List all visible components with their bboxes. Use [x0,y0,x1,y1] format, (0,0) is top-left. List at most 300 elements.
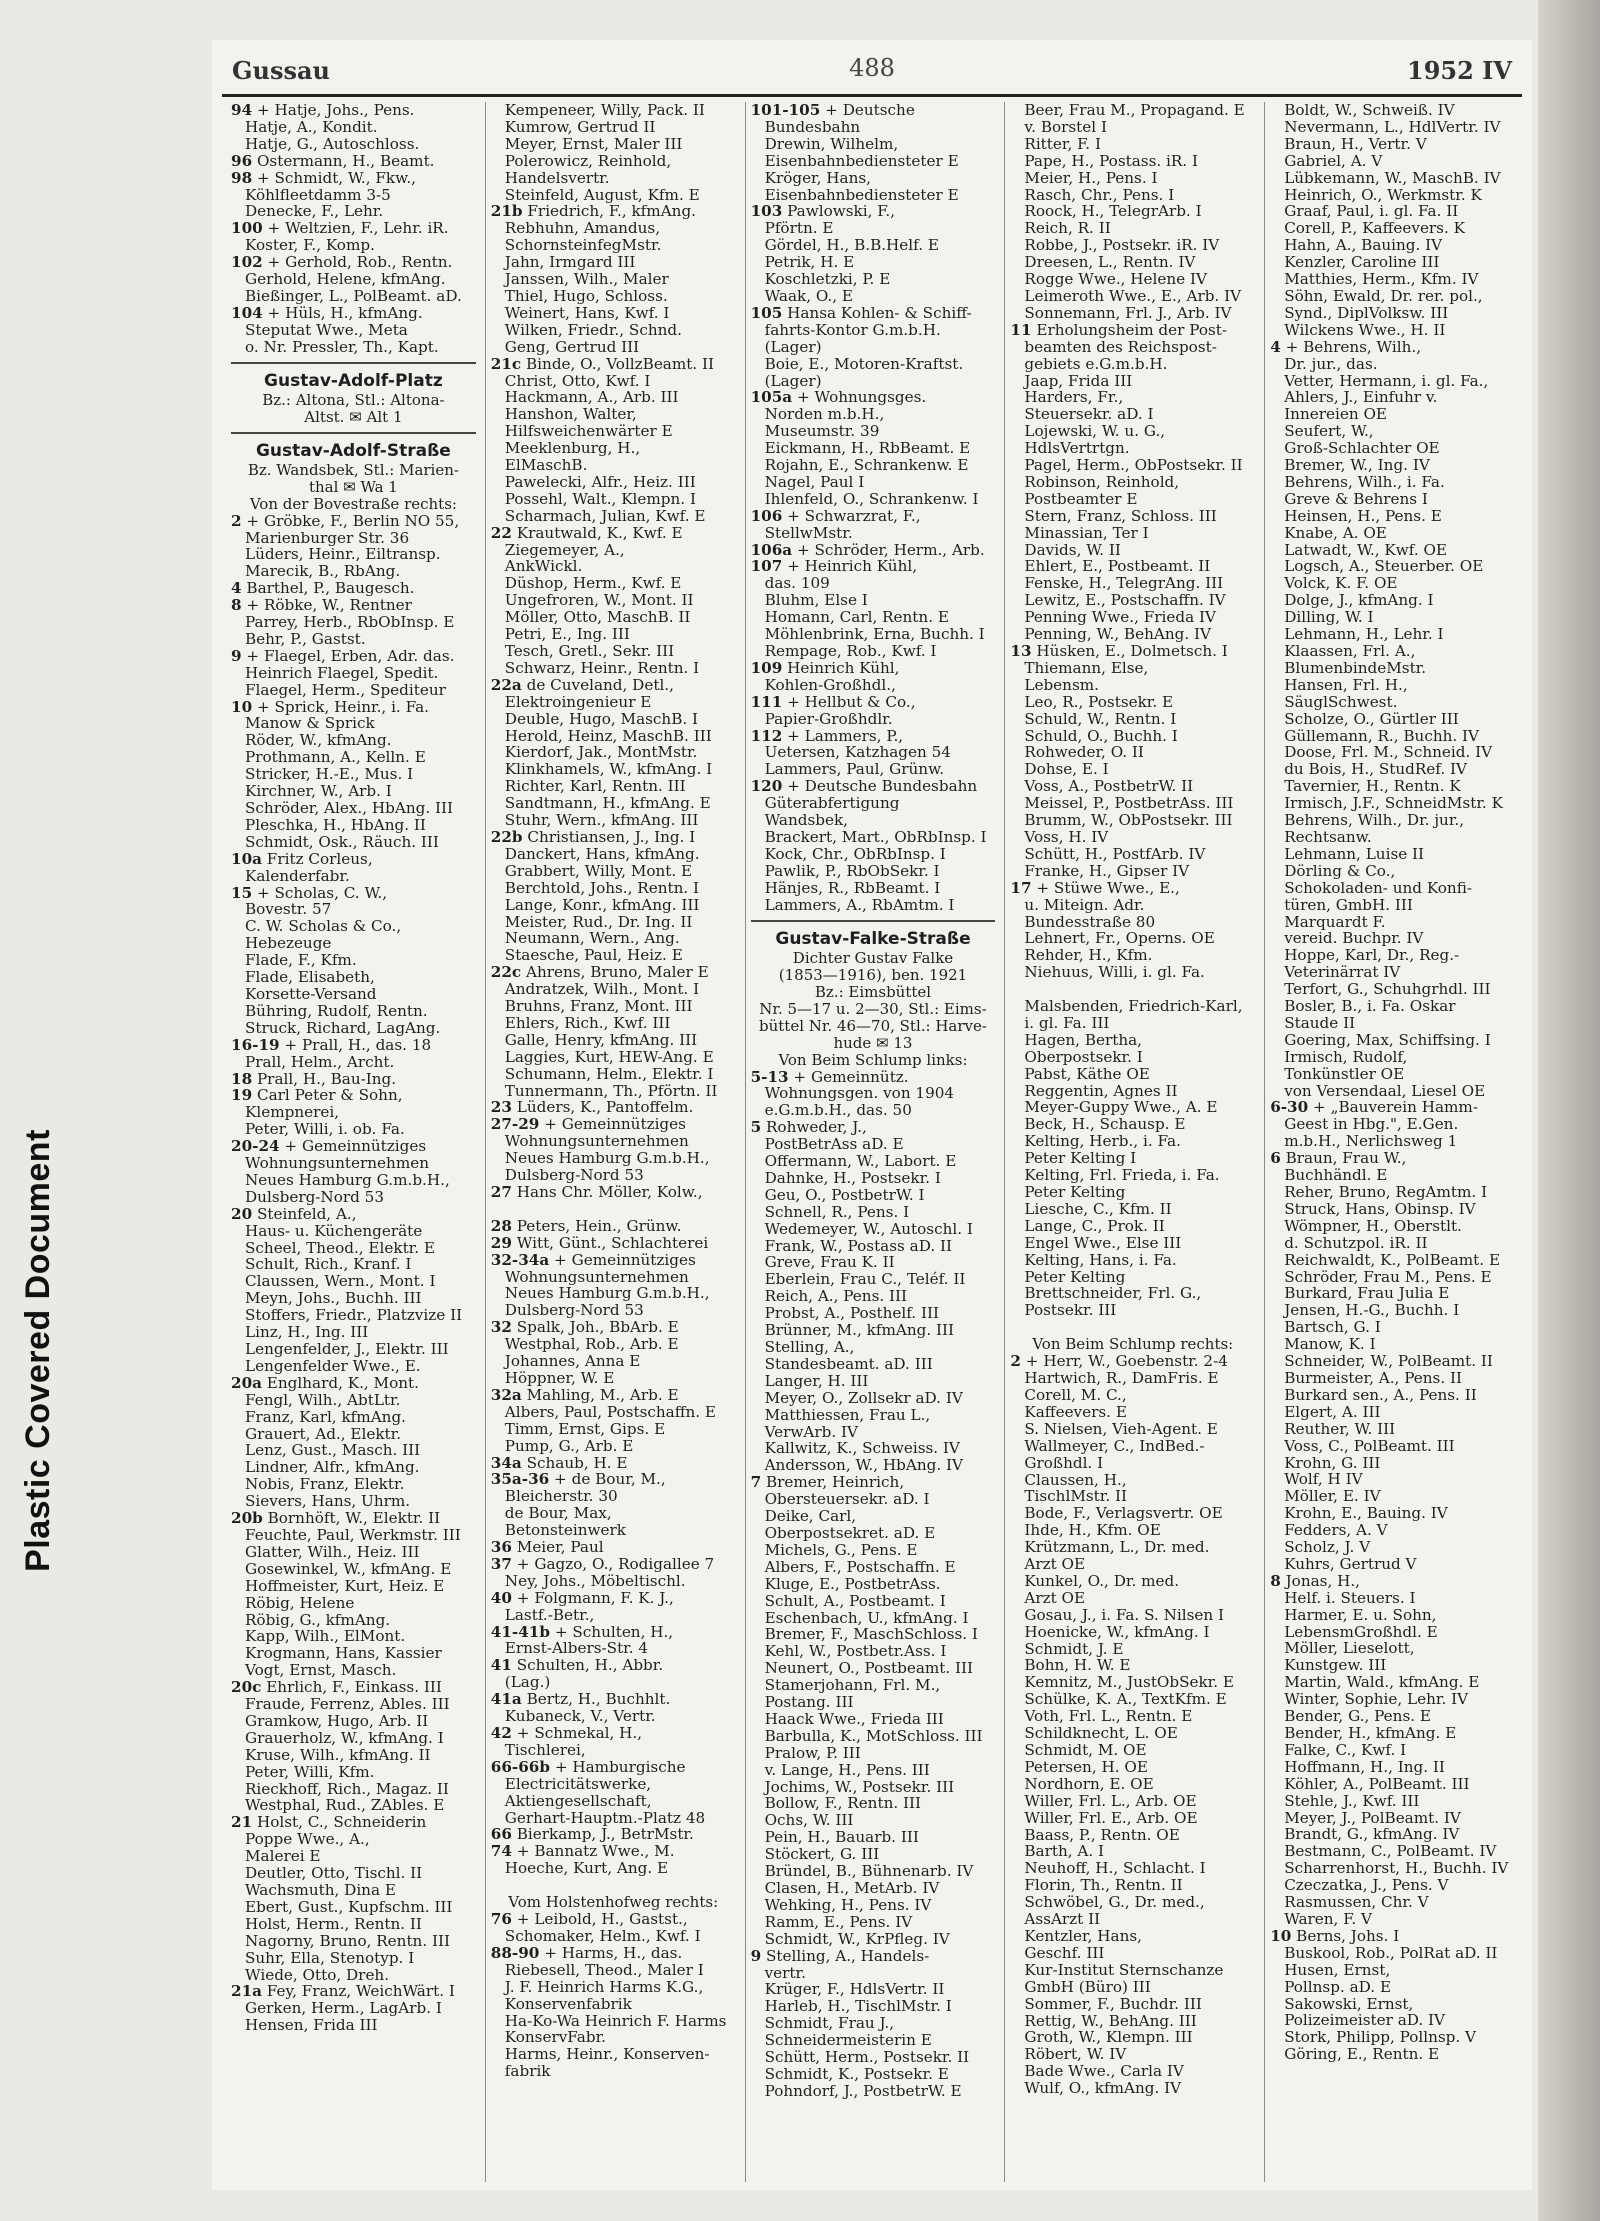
house-entry: 17 + Stüwe Wwe., E., [1010,879,1180,897]
resident-entry: Grauerholz, W., kfmAng. I [245,1729,444,1747]
resident-entry: Krützmann, L., Dr. med. [1024,1539,1210,1557]
house-entry: 20c Ehrlich, F., Einkass. III [231,1679,442,1697]
resident-entry: Holst, Herm., Rentn. II [245,1915,422,1933]
resident-entry: Schmidt, K., Postsekr. E [764,2065,949,2083]
house-entry: 8 Jonas, H., [1270,1572,1361,1590]
resident-entry: Graaf, Paul, i. gl. Fa. II [1284,203,1459,221]
resident-entry: Suhr, Ella, Stenotyp. I [245,1949,415,1967]
resident-entry: Hartwich, R., DamFris. E [1024,1370,1219,1387]
resident-entry: Nagorny, Bruno, Rentn. III [245,1932,450,1950]
resident-entry: Reggentin, Agnes II [1024,1082,1178,1100]
house-entry: 88-90 + Harms, H., das. [490,1944,683,1962]
house-entry: 10 Berns, Johs. I [1270,1927,1400,1945]
resident-entry: Kelting, Herb., i. Fa. [1024,1133,1181,1151]
resident-entry: KonservFabr. [504,2029,606,2047]
house-entry: 35a-36 + de Bour, M., [490,1471,666,1489]
resident-entry: Claussen, H., [1024,1471,1127,1489]
resident-entry: Voss, H. IV [1024,828,1109,846]
house-entry: 9 Stelling, A., Handels- [750,1947,930,1965]
resident-entry: Reich, R. II [1024,220,1111,238]
resident-entry: Barth, A. I [1024,1843,1105,1861]
house-number: 2 [1010,1353,1021,1371]
resident-entry: Elgert, A. III [1284,1403,1381,1421]
resident-entry: Nevermann, L., HdlVertr. IV [1284,118,1501,136]
house-number: 10a [231,850,262,868]
house-number: 17 [1010,879,1032,897]
resident-entry: Schmidt, Frau J., [764,2015,895,2033]
house-number: 27 [490,1184,512,1201]
house-entry: 104 + Hüls, H., kfmAng. [231,304,423,322]
resident-entry: Husen, Ernst, [1284,1961,1391,1979]
resident-entry: SchornsteinfegMstr. [504,237,662,255]
resident-entry: Falke, C., Kwf. I [1284,1741,1407,1759]
house-number: 111 [750,693,783,711]
resident-entry: Ochs, W. III [764,1812,854,1830]
resident-entry: Struck, Richard, LagAng. [245,1019,441,1037]
resident-entry: Bühring, Rudolf, Rentn. [245,1002,428,1020]
street-info: hude ✉ 13 [833,1033,913,1052]
house-entry: 22b Christiansen, J., Ing. I [490,828,696,846]
resident-entry: Franke, H., Gipser IV [1024,862,1190,880]
house-entry: 41 Schulten, H., Abbr. [490,1657,664,1675]
resident-entry: Schwarz, Heinr., Rentn. I [504,659,700,677]
resident-entry: Kohlen-Großhdl., [764,676,896,694]
resident-entry: Stork, Philipp, Pollnsp. V [1284,2029,1477,2047]
resident-entry: Schomaker, Helm., Kwf. I [504,1927,701,1945]
house-entry: 19 Carl Peter & Sohn, [231,1087,403,1105]
resident-entry: Pohndorf, J., PostbetrW. E [764,2082,962,2100]
resident-entry: Schult, Rich., Kranf. I [245,1256,412,1274]
resident-entry: Electricitätswerke, [504,1775,652,1793]
resident-entry: Kapp, Wilh., ElMont. [245,1628,406,1646]
resident-entry: Sievers, Hans, Uhrm. [245,1493,411,1511]
house-entry: 22a de Cuveland, Detl., [490,676,674,694]
house-number: 9 [231,647,242,665]
resident-entry: Klempnerei, [245,1104,340,1122]
house-entry: 42 + Schmekal, H., [490,1725,643,1742]
resident-entry: Bleicherstr. 30 [504,1488,618,1506]
house-number: 22c [490,964,522,982]
house-number: 8 [1270,1572,1281,1590]
resident-entry: Fengl, Wilh., AbtLtr. [245,1391,401,1409]
house-entry: 5 Rohweder, J., [750,1119,867,1137]
resident-entry: Neunert, O., Postbeamt. III [764,1660,974,1678]
resident-entry: vertr. [764,1964,806,1982]
resident-entry: Dolge, J., kfmAng. I [1284,592,1434,610]
resident-entry: Gabriel, A. V [1284,152,1383,170]
resident-entry: Manow & Sprick [245,715,375,733]
resident-entry: de Bour, Max, [504,1505,612,1523]
resident-entry: Peter, Willi, Kfm. [245,1763,375,1781]
resident-entry: Johannes, Anna E [504,1353,641,1370]
resident-entry: Klinkhamels, W., kfmAng. I [504,761,713,779]
resident-entry: Janssen, Wilh., Maler [504,271,669,288]
resident-entry: Willer, Frl. L., Arb. OE [1024,1792,1197,1810]
resident-entry: Knabe, A. OE [1284,524,1387,542]
resident-entry: Neues Hamburg G.m.b.H., [504,1285,710,1303]
house-number: 105 [750,304,783,322]
resident-entry: Postang. III [764,1694,854,1711]
resident-entry: Pförtn. E [764,220,834,238]
resident-entry: Scholze, O., Gürtler III [1284,710,1459,728]
resident-entry: Dulsberg-Nord 53 [245,1188,385,1206]
house-entry: 66-66b + Hamburgische [490,1758,686,1776]
resident-entry: Möller, E. IV [1284,1488,1381,1506]
resident-entry: Korsette-Versand [245,985,377,1003]
resident-entry: Riebesell, Theod., Maler I [504,1961,704,1979]
house-number: 22b [490,828,523,846]
house-entry [491,1201,736,1218]
house-entry: 20a Englhard, K., Mont. [231,1374,419,1392]
resident-entry: Dohse, E. I [1024,761,1109,779]
resident-entry: Flaegel, Herm., Spediteur [245,681,446,699]
house-number: 74 [490,1843,512,1861]
resident-entry: Corell, P., Kaffeevers. K [1284,220,1465,238]
resident-entry: Flade, F., Kfm. [245,952,357,970]
resident-entry: Wiede, Otto, Dreh. [245,1966,390,1984]
house-entry: 22 Krautwald, K., Kwf. E [490,524,683,542]
resident-entry: Pawelecki, Alfr., Heiz. III [504,473,696,491]
house-entry: 94 + Hatje, Johs., Pens. [231,102,415,119]
resident-entry: Kempeneer, Willy, Pack. II [504,102,705,119]
resident-entry: Sonnemann, Frl. J., Arb. IV [1024,304,1232,322]
resident-entry: Leimeroth Wwe., E., Arb. IV [1024,287,1242,305]
resident-entry: Bode, F., Verlagsvertr. OE [1024,1505,1223,1523]
resident-entry: Röbig, Helene [245,1594,355,1612]
resident-entry: Marquardt F. [1284,913,1386,931]
resident-entry: Langer, H. III [764,1372,869,1390]
resident-entry: Prall, Helm., Archt. [245,1053,395,1071]
resident-entry: Hoeche, Kurt, Ang. E [504,1860,669,1878]
resident-entry: Matthies, Herm., Kfm. IV [1284,271,1479,288]
resident-entry: Bade Wwe., Carla IV [1024,2063,1184,2081]
house-number: 106 [750,507,783,525]
resident-entry: C. W. Scholas & Co., [245,918,402,936]
resident-entry: Kubaneck, V., Vertr. [504,1708,656,1725]
resident-entry: Schröder, Frau M., Pens. E [1284,1268,1492,1286]
house-number: 36 [490,1539,512,1556]
resident-entry: Schütt, Herm., Postsekr. II [764,2049,970,2066]
resident-entry: Thiemann, Else, [1024,659,1149,677]
house-entry: 21c Binde, O., VollzBeamt. II [490,355,715,373]
resident-entry: Meister, Rud., Dr. Ing. II [504,913,693,931]
resident-entry: Lammers, A., RbAmtm. I [764,896,955,914]
street-info: thal ✉ Wa 1 [308,477,398,496]
resident-entry: Deutler, Otto, Tischl. II [245,1865,423,1882]
resident-entry: Göring, E., Rentn. E [1284,2046,1440,2064]
house-number: 7 [750,1474,762,1492]
house-number: 6 [1270,1150,1281,1168]
resident-entry: Doose, Frl. M., Schneid. IV [1284,744,1493,762]
house-number: 4 [231,580,242,598]
resident-entry: beamten des Reichspost- [1024,338,1217,356]
resident-entry: Robbe, J., Postsekr. iR. IV [1024,237,1220,255]
street-heading: Gustav-Falke-Straße [751,920,996,950]
resident-entry: Wandsbek, [764,812,848,829]
resident-entry: Robinson, Reinhold, [1024,473,1180,491]
house-number: 41 [490,1657,512,1675]
resident-entry: Ihde, H., Kfm. OE [1024,1522,1161,1540]
house-number: 21b [490,203,523,221]
resident-entry: Hensen, Frida III [245,2017,378,2035]
house-number: 21a [231,1983,262,2001]
resident-entry: Rempage, Rob., Kwf. I [764,643,937,660]
resident-entry: Poppe Wwe., A., [245,1831,370,1849]
resident-entry: Stern, Franz, Schloss. III [1024,507,1217,525]
resident-entry: Boldt, W., Schweiß. IV [1284,102,1455,119]
resident-entry: Grabbert, Willy, Mont. E [504,862,693,880]
resident-entry: Steputat Wwe., Meta [245,321,408,339]
resident-entry: Herold, Heinz, MaschB. III [504,727,712,745]
house-entry: 103 Pawlowski, F., [750,203,896,221]
house-number: 8 [231,597,242,615]
resident-entry: Kunkel, O., Dr. med. [1024,1572,1180,1590]
resident-entry: Petri, E., Ing. III [504,626,630,643]
street-info: Von der Bovestraße rechts: [249,494,457,513]
resident-entry: Rasmussen, Chr. V [1284,1894,1429,1911]
directory-page [212,40,1532,2190]
resident-entry: Latwadt, W., Kwf. OE [1284,541,1448,559]
house-entry: 32a Mahling, M., Arb. E [490,1386,679,1404]
house-number: 102 [231,254,263,272]
house-number: 20b [231,1510,263,1527]
street-heading: Gustav-Adolf-Straße [231,432,476,462]
house-number: 11 [1010,321,1032,339]
house-number: 32a [490,1386,522,1404]
house-number: 94 [231,102,253,119]
house-number: 105a [750,389,793,407]
house-number: 16-19 [231,1036,280,1054]
resident-entry: Hilfsweichenwärter E [504,423,673,441]
resident-entry: Tesch, Gretl., Sekr. III [504,643,675,660]
house-number: 88-90 [490,1944,540,1962]
resident-entry: Manow, K. I [1284,1336,1376,1354]
resident-entry: Greve & Behrens I [1284,490,1428,508]
resident-entry: Bundesbahn [764,118,861,136]
resident-entry: Behrens, Wilh., Dr. jur., [1284,812,1465,829]
resident-entry: Kierdorf, Jak., MontMstr. [504,744,698,762]
resident-entry: Groß-Schlachter OE [1284,440,1440,458]
resident-entry: Penning Wwe., Frieda IV [1024,609,1216,627]
resident-entry: Brackert, Mart., ObRbInsp. I [764,828,987,846]
house-number: 32 [490,1319,512,1337]
resident-entry: Bohn, H. W. E [1024,1657,1131,1675]
resident-entry: Prothmann, A., Kelln. E [245,749,426,767]
resident-entry: Kelting, Frl. Frieda, i. Fa. [1024,1167,1220,1184]
resident-entry: Bosler, B., i. Fa. Oskar [1284,998,1456,1015]
resident-entry: Lastf.-Betr., [504,1606,595,1624]
resident-entry: Sommer, F., Buchdr. III [1024,1995,1202,2013]
resident-entry: Bovestr. 57 [245,901,332,919]
resident-entry: du Bois, H., StudRef. IV [1284,761,1467,779]
resident-entry: Synd., DiplVolksw. III [1284,304,1449,322]
house-entry: 96 Ostermann, H., Beamt. [231,152,435,170]
resident-entry: Papier-Großhdlr. [764,710,893,728]
resident-entry: Peter Kelting I [1024,1150,1137,1168]
street-info: Bz. Wandsbek, Stl.: Marien- [247,460,459,479]
resident-entry: Stehle, J., Kwf. III [1284,1792,1420,1810]
resident-entry: Tonkünstler OE [1284,1065,1405,1083]
resident-entry: Pralow, P. III [764,1744,861,1762]
resident-entry: Geng, Gertrud III [504,338,640,356]
resident-entry: Jochims, W., Postsekr. III [764,1778,955,1796]
resident-entry: Wohnungsunternehmen [504,1268,689,1286]
house-number: 109 [750,659,783,677]
house-entry [491,1877,736,1894]
house-entry: 6 Braun, Frau W., [1270,1150,1407,1168]
resident-entry: vereid. Buchpr. IV [1284,930,1424,948]
resident-entry: Jaap, Frida III [1024,372,1133,390]
resident-entry: Eickmann, H., RbBeamt. E [764,440,971,458]
resident-entry: Krüger, F., HdlsVertr. II [764,1981,945,1999]
house-number: 76 [490,1911,512,1928]
resident-entry: Franz, Karl, kfmAng. [245,1408,406,1426]
resident-entry: d. Schutzpol. iR. II [1284,1234,1428,1252]
resident-entry: Laggies, Kurt, HEW-Ang. E [504,1048,714,1066]
resident-entry: J. F. Heinrich Harms K.G., [504,1978,704,1996]
resident-entry: Timm, Ernst, Gips. E [504,1420,666,1438]
resident-entry: Schneider, W., PolBeamt. II [1284,1353,1493,1370]
page-header [222,48,1522,97]
resident-entry: Schröder, Alex., HbAng. III [245,800,454,817]
resident-entry: Meissel, P., PostbetrAss. III [1024,795,1234,813]
resident-entry: Wulf, O., kfmAng. IV [1024,2080,1182,2098]
resident-entry: VerwArb. IV [764,1423,858,1441]
resident-entry: Kaffeevers. E [1024,1403,1127,1421]
resident-entry: Greve, Frau K. II [764,1254,895,1272]
resident-entry: Rebhuhn, Amandus, [504,220,661,238]
resident-entry: Heinsen, H., Pens. E [1284,507,1442,525]
resident-entry: Voss, C., PolBeamt. III [1284,1437,1455,1455]
resident-entry: BlumenbindeMstr. [1284,659,1427,677]
resident-entry: Harms, Heinr., Konserven- [504,2046,710,2064]
resident-entry: fabrik [504,2063,551,2081]
resident-entry: Lengenfelder Wwe., E. [245,1357,421,1375]
side-label-text: Plastic Covered Document [18,1128,57,1572]
resident-entry: Geest in Hbg.", E.Gen. [1284,1116,1459,1134]
house-entry: 105 Hansa Kohlen- & Schiff- [750,304,972,322]
resident-entry: Neuhoff, H., Schlacht. I [1024,1860,1206,1878]
resident-entry: Krogmann, Hans, Kassier [245,1645,442,1663]
resident-entry: Hackmann, A., Arb. III [504,389,679,407]
resident-entry: Penning, W., BehAng. IV [1024,626,1211,643]
house-entry: 105a + Wohnungsges. [750,389,927,407]
resident-entry: Steuersekr. aD. I [1024,406,1154,424]
resident-entry: Lehnert, Fr., Operns. OE [1024,930,1215,948]
house-number: 96 [231,152,253,170]
resident-entry: Heinrich, O., Werkmstr. K [1284,186,1482,204]
resident-entry: Ungefroren, W., Mont. II [504,592,694,610]
resident-entry: Köhler, A., PolBeamt. III [1284,1775,1470,1793]
resident-entry: Lange, C., Prok. II [1024,1217,1165,1235]
resident-entry: Nordhorn, E. OE [1024,1775,1154,1793]
resident-entry: Irmisch, J.F., SchneidMstr. K [1284,795,1503,813]
house-entry: 32 Spalk, Joh., BbArb. E [490,1319,679,1337]
house-entry: 28 Peters, Hein., Grünw. [490,1217,682,1235]
resident-entry: Neumann, Wern., Ang. [504,930,680,948]
resident-entry: Röbert, W. IV [1024,2046,1127,2064]
resident-entry: Düshop, Herm., Kwf. E [504,575,682,593]
resident-entry: Sandtmann, H., kfmAng. E [504,795,711,813]
resident-entry: Reuther, W. III [1284,1420,1396,1438]
column-2 [485,102,741,2182]
resident-entry: Dahnke, H., Postsekr. I [764,1169,941,1187]
resident-entry: Lange, Konr., kfmAng. III [504,896,700,914]
resident-entry: Westphal, Rud., ZAbles. E [245,1797,445,1815]
resident-entry: Peter Kelting [1024,1268,1126,1286]
resident-entry: Kentzler, Hans, [1024,1927,1142,1945]
resident-entry: Dreesen, L., Rentn. IV [1024,254,1196,272]
street-info: Altst. ✉ Alt 1 [304,407,403,426]
house-number: 66 [490,1826,512,1844]
resident-entry: Kröger, Hans, [764,169,872,187]
resident-entry: Lebensm. [1024,676,1099,694]
resident-entry: Burkard sen., A., Pens. II [1284,1386,1477,1404]
house-number: 120 [750,778,783,796]
resident-entry: Harders, Fr., [1024,389,1124,407]
resident-entry: Matthiessen, Frau L., [764,1406,931,1424]
resident-entry: Hoenicke, W., kfmAng. I [1024,1623,1210,1641]
house-entry: 120 + Deutsche Bundesbahn [750,778,978,796]
resident-entry: Corell, M. C., [1024,1386,1127,1404]
resident-entry: Rohweder, O. II [1024,744,1144,762]
resident-entry: Tischlerei, [504,1741,586,1759]
resident-entry: Bartsch, G. I [1284,1319,1381,1337]
resident-entry: PostBetrAss aD. E [764,1136,904,1154]
column-4 [1004,102,1260,2182]
resident-entry: Malsbenden, Friedrich-Karl, [1024,998,1243,1015]
resident-entry: Hatje, G., Autoschloss. [245,135,420,153]
resident-entry: Scharmach, Julian, Kwf. E [504,507,706,525]
resident-entry: Schmidt, M. OE [1024,1742,1147,1759]
resident-entry: Deike, Carl, [764,1508,857,1525]
house-entry: 36 Meier, Paul [490,1539,604,1556]
house-entry: 6-30 + „Bauverein Hamm- [1270,1099,1478,1117]
resident-entry: Rieckhoff, Rich., Magaz. II [245,1780,449,1798]
resident-entry: Hoppe, Karl, Dr., Reg.- [1284,947,1460,965]
house-entry: 41-41b + Schulten, H., [490,1623,674,1641]
resident-entry: Stöckert, G. III [764,1846,880,1864]
resident-entry: Buchhändl. E [1284,1167,1388,1184]
street-info: (1853—1916), ben. 1921 [778,965,968,984]
resident-entry: Meyer, O., Zollsekr aD. IV [764,1389,963,1407]
resident-entry: Lenz, Gust., Masch. III [245,1442,421,1460]
resident-entry: Ziegemeyer, A., [504,541,625,559]
resident-entry: Röbig, G., kfmAng. [245,1611,391,1629]
resident-entry: Hahn, A., Bauing. IV [1284,237,1443,255]
resident-entry: Oberpostsekret. aD. E [764,1524,936,1542]
house-entry [1010,1319,1255,1336]
resident-entry: Michels, G., Pens. E [764,1541,918,1559]
resident-entry: Söhn, Ewald, Dr. rer. pol., [1284,287,1483,305]
house-entry: 20 Steinfeld, A., [231,1205,357,1223]
resident-entry: Güllemann, R., Buchh. IV [1284,727,1480,745]
resident-entry: Niehuus, Willi, i. gl. Fa. [1024,964,1205,982]
resident-entry: Seufert, W., [1284,423,1374,441]
resident-entry: Kunstgew. III [1284,1657,1387,1675]
resident-entry: Möhlenbrink, Erna, Buchh. I [764,626,985,643]
resident-entry: Kock, Chr., ObRbInsp. I [764,845,946,863]
house-entry: 40 + Folgmann, F. K. J., [490,1589,674,1607]
resident-entry: Albers, F., Postschaffn. E [764,1558,956,1576]
house-entry: 101-105 + Deutsche [750,102,915,119]
house-number: 20a [231,1374,262,1392]
street-info: büttel Nr. 46—70, Stl.: Harve- [759,1016,987,1035]
resident-entry: Bestmann, C., PolBeamt. IV [1284,1843,1497,1861]
resident-entry: Meeklenburg, H., [504,440,641,458]
resident-entry: (Lager) [764,372,822,390]
house-entry: 8 + Röbke, W., Rentner [231,597,412,615]
